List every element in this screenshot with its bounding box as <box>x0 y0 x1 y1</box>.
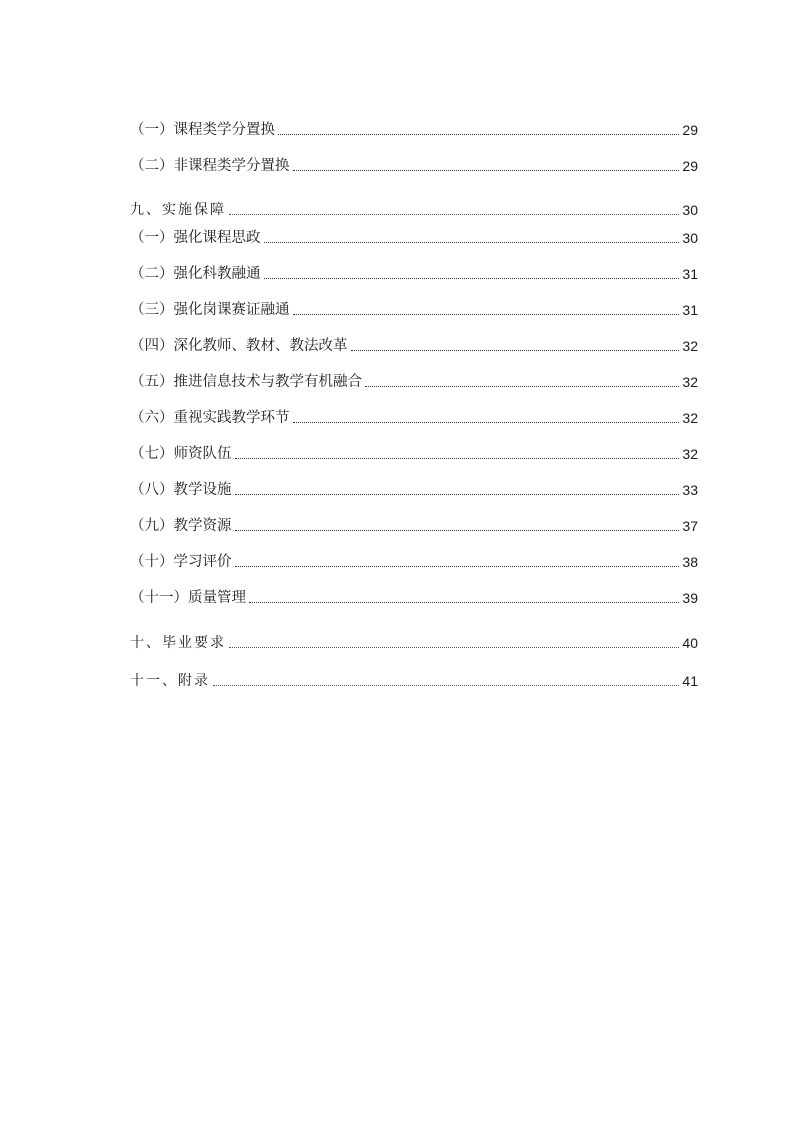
toc-leader-dots <box>213 685 679 686</box>
toc-entry-title: （一）强化课程思政 <box>130 230 261 246</box>
toc-entry-title: （十一）质量管理 <box>130 590 246 606</box>
toc-entry-ideological-political[interactable] <box>130 226 698 248</box>
toc-entry-quality-management[interactable] <box>130 586 698 608</box>
toc-entry-post-course-competition-certificate[interactable] <box>130 298 698 320</box>
toc-entry-title: （七）师资队伍 <box>130 446 232 462</box>
toc-leader-dots <box>235 530 680 531</box>
toc-leader-dots <box>293 422 680 423</box>
toc-entry-implementation-guarantee[interactable] <box>130 198 698 220</box>
toc-leader-dots <box>278 134 679 135</box>
toc-leader-dots <box>235 458 680 459</box>
toc-entry-page: 32 <box>682 446 698 462</box>
toc-entry-teaching-facilities[interactable] <box>130 478 698 500</box>
toc-leader-dots <box>249 602 679 603</box>
toc-leader-dots <box>229 647 679 648</box>
toc-entry-title: （十）学习评价 <box>130 554 232 570</box>
toc-entry-practical-teaching[interactable] <box>130 406 698 428</box>
toc-leader-dots <box>365 386 679 387</box>
toc-leader-dots <box>264 278 680 279</box>
toc-entry-title: 九、实施保障 <box>130 202 226 218</box>
toc-entry-title: （一）课程类学分置换 <box>130 122 275 138</box>
toc-entry-page: 32 <box>682 338 698 354</box>
toc-entry-page: 30 <box>682 230 698 246</box>
toc-entry-page: 30 <box>682 202 698 218</box>
toc-entry-noncourse-credit-replacement[interactable] <box>130 154 698 176</box>
toc-entry-title: 十一、附录 <box>130 673 210 689</box>
toc-entry-page: 31 <box>682 302 698 318</box>
toc-entry-title: 十、毕业要求 <box>130 635 226 651</box>
toc-entry-page: 29 <box>682 158 698 174</box>
toc-entry-page: 37 <box>682 518 698 534</box>
toc-entry-title: （二）强化科教融通 <box>130 266 261 282</box>
toc-leader-dots <box>235 494 680 495</box>
toc-leader-dots <box>229 214 679 215</box>
toc-leader-dots <box>235 566 680 567</box>
toc-entry-title: （五）推进信息技术与教学有机融合 <box>130 374 362 390</box>
toc-entry-it-teaching-integration[interactable] <box>130 370 698 392</box>
toc-entry-title: （九）教学资源 <box>130 518 232 534</box>
toc-entry-graduation-requirements[interactable] <box>130 631 698 653</box>
toc-entry-title: （二）非课程类学分置换 <box>130 158 290 174</box>
toc-leader-dots <box>293 314 680 315</box>
toc-entry-course-credit-replacement[interactable] <box>130 118 698 140</box>
toc-entry-title: （三）强化岗课赛证融通 <box>130 302 290 318</box>
toc-entry-page: 31 <box>682 266 698 282</box>
toc-entry-title: （四）深化教师、教材、教法改革 <box>130 338 348 354</box>
toc-entry-science-education-integration[interactable] <box>130 262 698 284</box>
toc-entry-learning-evaluation[interactable] <box>130 550 698 572</box>
toc-entry-title: （八）教学设施 <box>130 482 232 498</box>
toc-entry-title: （六）重视实践教学环节 <box>130 410 290 426</box>
toc-entry-page: 39 <box>682 590 698 606</box>
toc-entry-page: 33 <box>682 482 698 498</box>
toc-entry-teacher-material-method-reform[interactable] <box>130 334 698 356</box>
toc-leader-dots <box>293 170 680 171</box>
toc-leader-dots <box>351 350 680 351</box>
toc-entry-teaching-resources[interactable] <box>130 514 698 536</box>
toc-entry-faculty[interactable] <box>130 442 698 464</box>
toc-leader-dots <box>264 242 680 243</box>
toc-entry-appendix[interactable] <box>130 669 698 691</box>
toc-entry-page: 29 <box>682 122 698 138</box>
toc-entry-page: 40 <box>682 635 698 651</box>
toc-entry-page: 38 <box>682 554 698 570</box>
toc-entry-page: 41 <box>682 673 698 689</box>
toc-entry-page: 32 <box>682 410 698 426</box>
toc-entry-page: 32 <box>682 374 698 390</box>
